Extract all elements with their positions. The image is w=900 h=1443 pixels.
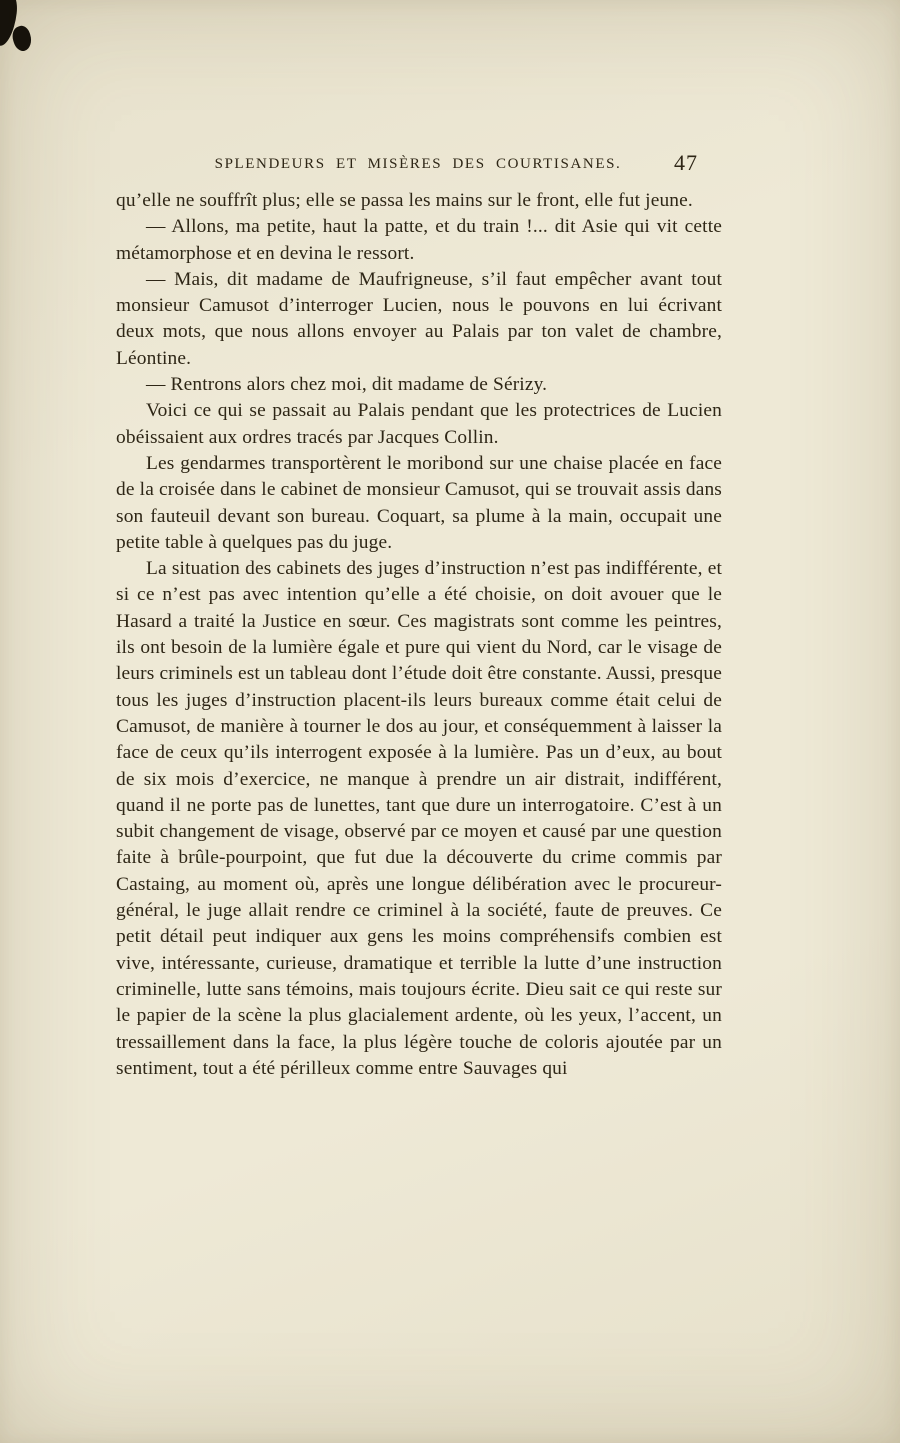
page-number: 47 xyxy=(674,150,698,175)
paragraph: La situation des cabinets des juges d’instruction n’est pas indifférente, et si ce n’est pas avec intention qu’elle a été choisie, on doit avouer que le Hasard a traité la Justice en sœur. Ces magistrats sont comme les peintres, ils ont besoin de la lumière égale et pure qui vient du Nord, car le visage de leurs criminels est un tableau dont l’étude doit être constante. Aussi, presque tous les juges d’instruction placent-ils leurs bureaux comme était celui de Camusot, de manière à tourner le dos au jour, et conséquemment à laisser la face de ceux qu’ils interrogent exposée à la lumière. Pas un d’eux, au bout de six mois d’exercice, ne manque à prendre un air distrait, indifférent, quand il ne porte pas de lunettes, tant que dure un interrogatoire. C’est à un subit changement de visage, observé par ce moyen et causé par une question faite à brûle-pourpoint, que fut due la découverte du crime commis par Castaing, au moment où, après une longue délibération avec le procureur-général, le juge allait rendre ce criminel à la société, faute de preuves. Ce petit détail peut indiquer aux gens les moins compréhensifs combien est vive, intéressante, curieuse, dramatique et terrible la lutte d’une instruction criminelle, lutte sans témoins, mais toujours écrite. Dieu sait ce qui reste sur le papier de la scène la plus glacialement ardente, où les yeux, l’accent, un tressaillement dans la face, la plus légère touche de coloris ajoutée par un sentiment, tout a été périlleux comme entre Sauvages qui xyxy=(116,558,722,1079)
running-title: SPLENDEURS ET MISÈRES DES COURTISANES. xyxy=(214,156,622,172)
ink-stain xyxy=(10,24,35,53)
paragraph: Les gendarmes transportèrent le moribond sur une chaise placée en face de la croisée dans le cabinet de monsieur Camusot, qui se trouvait assis dans son fauteuil devant son bureau. Coquart, sa plume à la main, occupait une petite table à quelques pas du juge. xyxy=(116,452,722,553)
body-text xyxy=(116,188,722,1082)
paragraph: qu’elle ne souffrît plus; elle se passa les mains sur le front, elle fut jeune. xyxy=(116,190,693,211)
paragraph: — Mais, dit madame de Maufrigneuse, s’il faut empêcher avant tout monsieur Camusot d’interroger Lucien, nous le pouvons en lui écrivant deux mots, que nous allons envoyer au Palais par ton valet de chambre, Léontine. xyxy=(116,268,722,369)
paragraph: — Rentrons alors chez moi, dit madame de Sérizy. xyxy=(146,374,548,396)
page-header xyxy=(116,150,720,180)
paragraph: — Allons, ma petite, haut la patte, et du train !... dit Asie qui vit cette métamorphose et en devina le ressort. xyxy=(116,216,722,264)
paragraph: Voici ce qui se passait au Palais pendant que les protectrices de Lucien obéissaient aux ordres tracés par Jacques Collin. xyxy=(116,400,722,448)
